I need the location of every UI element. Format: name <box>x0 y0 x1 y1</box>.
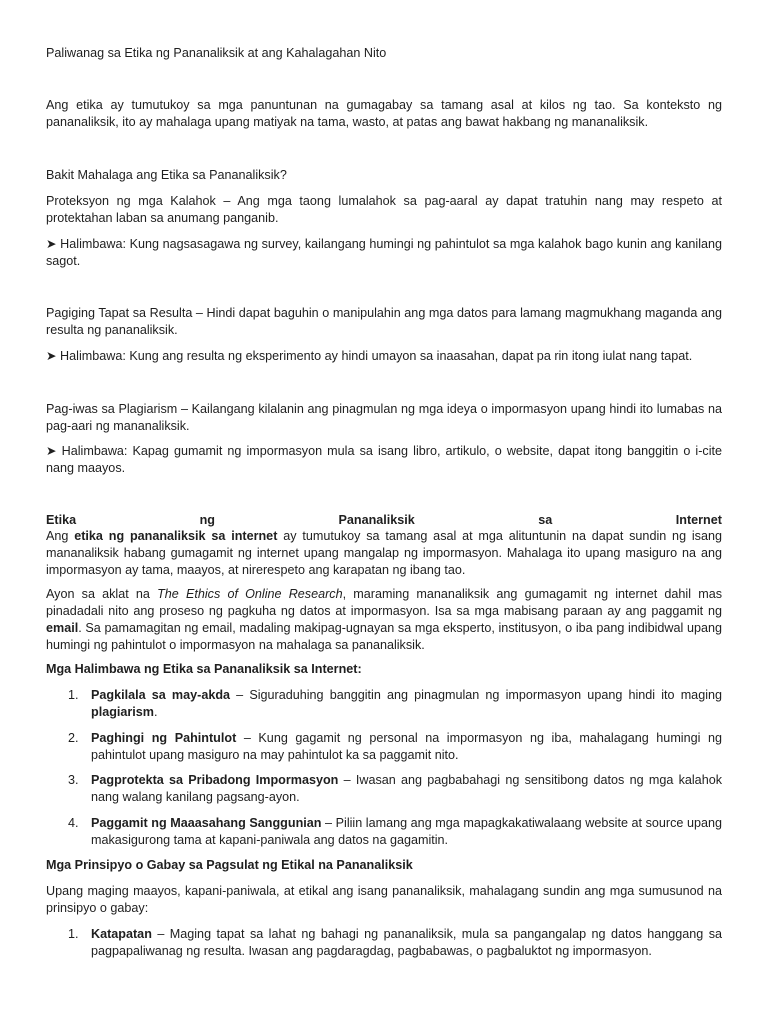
why-heading: Bakit Mahalaga ang Etika sa Pananaliksik? <box>46 168 287 182</box>
reason-plagiarism-example: ➤ Halimbawa: Kapag gumamit ng impormasyon mula sa isang libro, artikulo, o website, dapat itong banggitin o i-cite nang maayos. <box>46 444 722 475</box>
principles-intro: Upang maging maayos, kapani-paniwala, at etikal ang isang pananaliksik, mahalagang sundin ang mga sumusunod na prinsipyo o gabay: <box>46 884 722 915</box>
internet-heading-word: Pananaliksik <box>338 513 415 527</box>
document-title: Paliwanag sa Etika ng Pananaliksik at ang Kahalagahan Nito <box>46 46 387 60</box>
reason-plagiarism: Pag-iwas sa Plagiarism – Kailangang kilalanin ang pinagmulan ng mga ideya o impormasyon upang hindi ito lumabas na pag-aari ng mananaliksik. <box>46 402 722 433</box>
reason-honesty-example: ➤ Halimbawa: Kung ang resulta ng eksperimento ay hindi umayon sa inaasahan, dapat pa rin itong iulat nang tapat. <box>46 349 693 363</box>
reason-protection-example: ➤ Halimbawa: Kung nagsasagawa ng survey, kailangang humingi ng pahintulot sa mga kalahok bago kunin ang kanilang sagot. <box>46 237 722 268</box>
internet-examples-heading: Mga Halimbawa ng Etika sa Pananaliksik sa Internet: <box>46 662 362 676</box>
internet-heading-word: Internet <box>675 513 722 527</box>
list-item: 1. Katapatan – Maging tapat sa lahat ng bahagi ng pananaliksik, mula sa pangangalap ng datos hanggang sa pagpapaliwanag ng resulta. Iwasan ang pagdaragdag, pagbabawas, o pagbaluktot ng impormasyon. <box>68 927 722 958</box>
internet-heading-word: ng <box>199 513 215 527</box>
internet-paragraph-2: Ayon sa aklat na The Ethics of Online Research, maraming mananaliksik ang gumagamit ng internet dahil mas pinadadali nito ang proseso ng pagkuha ng datos at impormasyon. Isa sa mga mabisang paraan ay ang paggamit ng email. Sa pamamagitan ng email, madaling makipag-ugnayan sa mga eksperto, institusyon, o iba pang indibidwal upang humingi ng pahintulot o impormasyon na mahalaga sa pananaliksik. <box>46 587 722 652</box>
list-item: 2. Paghingi ng Pahintulot – Kung gagamit ng personal na impormasyon ng iba, mahalagang humingi ng pahintulot upang masiguro na may pahintulot ka sa paggamit nito. <box>68 731 722 762</box>
list-item: 4. Paggamit ng Maaasahang Sanggunian – Piliin lamang ang mga mapagkakatiwalaang website at source upang makasigurong tama at kapani-paniwala ang datos na gagamitin. <box>68 816 722 847</box>
internet-heading <box>46 512 722 529</box>
list-item: 3. Pagprotekta sa Pribadong Impormasyon – Iwasan ang pagbabahagi ng sensitibong datos ng mga kalahok nang walang kanilang pagsang-ayon. <box>68 773 722 804</box>
list-item: 1. Pagkilala sa may-akda – Siguraduhing banggitin ang pinagmulan ng impormasyon upang hindi ito maging plagiarism. <box>68 688 722 719</box>
reason-protection: Proteksyon ng mga Kalahok – Ang mga taong lumalahok sa pag-aaral ay dapat tratuhin nang may respeto at protektahan laban sa anumang panganib. <box>46 194 722 225</box>
principles-heading: Mga Prinsipyo o Gabay sa Pagsulat ng Etikal na Pananaliksik <box>46 858 413 872</box>
internet-heading-word: Etika <box>46 513 77 527</box>
reason-honesty: Pagiging Tapat sa Resulta – Hindi dapat baguhin o manipulahin ang mga datos para lamang magmukhang maganda ang resulta ng pananaliksik. <box>46 306 722 337</box>
internet-heading-word: sa <box>538 513 553 527</box>
intro-paragraph: Ang etika ay tumutukoy sa mga panuntunan na gumagabay sa tamang asal at kilos ng tao. Sa konteksto ng pananaliksik, ito ay mahalaga upang matiyak na tama, wasto, at patas ang bawat hakbang ng mananaliksik. <box>46 98 722 129</box>
internet-paragraph-1: Ang etika ng pananaliksik sa internet ay tumutukoy sa tamang asal at mga alituntunin na dapat sundin ng isang mananaliksik habang gumagamit ng internet upang mangalap ng impormasyon. Mahalaga ito upang masiguro na ang impormasyon ay tama, maayos, at nirerespeto ang karapatan ng ibang tao. <box>46 529 722 577</box>
